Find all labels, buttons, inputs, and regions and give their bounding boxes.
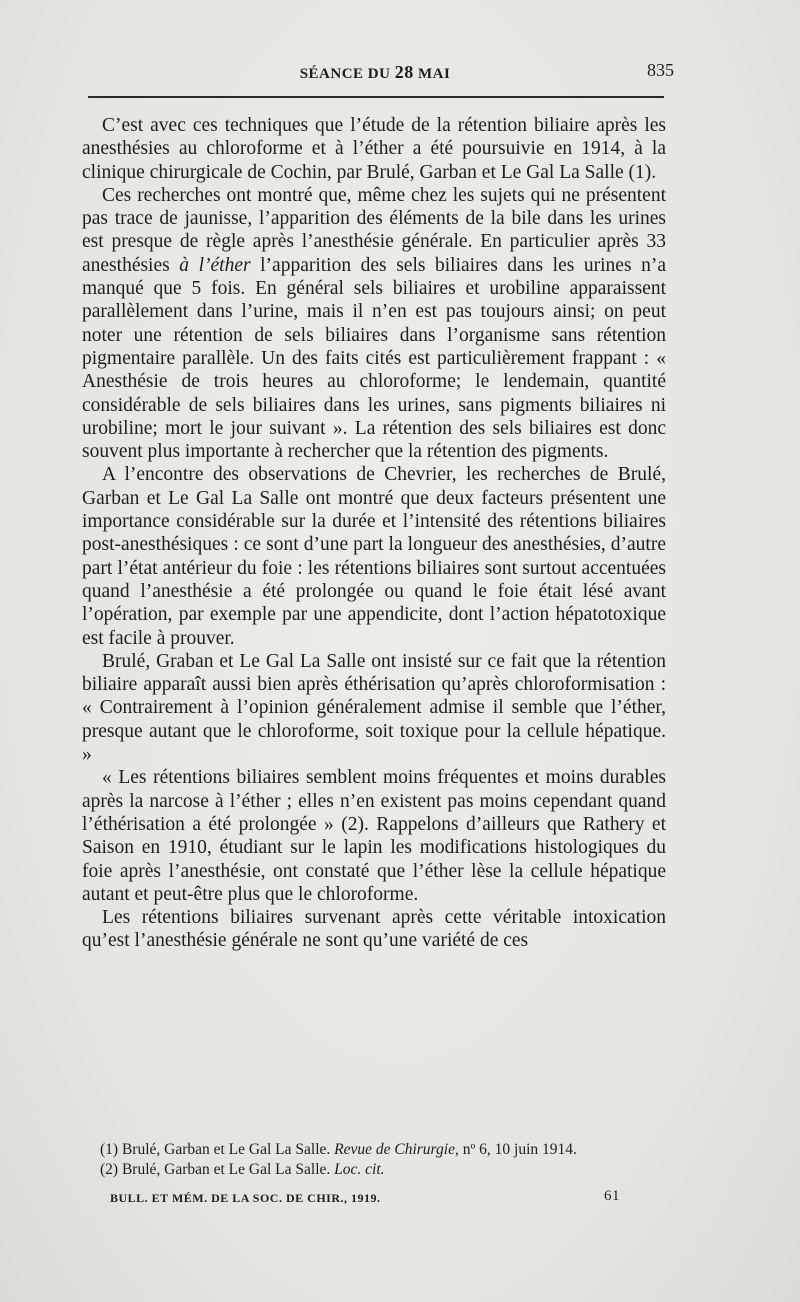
paragraph-2-part-a: Ces recherches ont montré que, même chez les sujets qui ne présentent pas trace de jaunisse, l’apparition des éléments de la bile dans les urines est presque de règle après l’anesthésie générale. En particulier après 33 anesthésies	[82, 184, 666, 276]
paragraph-2-italic: à l’éther	[179, 254, 251, 276]
page-number: 835	[647, 60, 674, 80]
paragraph-2-part-b: l’apparition des sels biliaires dans les urines n’a manqué que 5 fois. En général sels biliaires et urobiline apparaissent parallèlement dans l’urine, mais il n’en est pas toujours ainsi; on peut noter une rétention de sels biliaires dans l’organisme sans rétention pigmentaire parallèle. Un des faits cités est particulièrement frappant : « Anesthésie de trois heures au chloroforme; le lendemain, quantité considérable de sels biliaires dans les urines, sans pigments biliaires ni urobiline; mort le jour suivant ». La rétention des sels biliaires est donc souvent plus importante à rechercher que la rétention des pigments.	[82, 254, 666, 463]
footnote-1-issue: , nº 6, 10 juin 1914.	[454, 1141, 577, 1158]
page-footer	[100, 1188, 620, 1210]
body-text	[82, 114, 666, 953]
footer-journal: BULL. ET MÉM. DE LA SOC. DE CHIR., 1919.	[110, 1191, 381, 1205]
paragraph-4: Brulé, Graban et Le Gal La Salle ont insisté sur ce fait que la rétention biliaire apparaît aussi bien après éthérisation qu’après chloroformisation : « Contrairement à l’opinion généralement admise il semble que l’éther, presque autant que le chloroforme, soit toxique pour la cellule hépatique. »	[82, 650, 666, 766]
running-header	[86, 58, 674, 84]
paragraph-2	[82, 184, 666, 464]
paragraph-5: « Les rétentions biliaires semblent moins fréquentes et moins durables après la narcose à l’éther ; elles n’en existent pas moins cependant quand l’éthérisation a été prolongée » (2). Rappelons d’ailleurs que Rathery et Saison en 1910, étudiant sur le lapin les modifications histologiques du foie après l’anesthésie, ont constaté que l’éther lèse la cellule hépatique autant et peut-être plus que le chloroforme.	[82, 767, 666, 905]
footnote-1	[100, 1140, 668, 1160]
footnote-2-loc-cit: Loc. cit.	[334, 1161, 385, 1178]
footer-signature: 61	[604, 1188, 620, 1204]
header-rule	[88, 96, 664, 98]
paragraph-6: Les rétentions biliaires survenant après cette véritable intoxication qu’est l’anesthésie générale ne sont qu’une variété de ces	[82, 907, 666, 952]
paragraph-3: A l’encontre des observations de Chevrier, les recherches de Brulé, Garban et Le Gal La Salle ont montré que deux facteurs présentent une importance considérable sur la durée et l’intensité des rétentions biliaires post-anesthésiques : ce sont d’une part la longueur des anesthésies, d’autre part l’état antérieur du foie : les rétentions biliaires sont surtout accentuées quand l’anesthésie a été prolongée ou quand le foie était lésé avant l’opération, par exemple par une appendicite, dont l’action hépatotoxique est facile à prouver.	[82, 464, 666, 649]
header-title-day: 28	[394, 62, 414, 82]
paragraph-1: C’est avec ces techniques que l’étude de la rétention biliaire après les anesthésies au chloroforme et à l’éther a été poursuivie en 1914, à la clinique chirurgicale de Cochin, par Brulé, Garban et Le Gal La Salle (1).	[82, 115, 666, 183]
footnote-2	[100, 1160, 668, 1180]
header-title-pre: SÉANCE DU	[299, 66, 395, 82]
footnote-1-journal: Revue de Chirurgie	[334, 1141, 455, 1158]
footnotes	[100, 1140, 668, 1180]
header-title	[86, 62, 664, 83]
header-title-post: MAI	[413, 66, 451, 82]
footnote-1-text: (1) Brulé, Garban et Le Gal La Salle.	[100, 1141, 335, 1158]
footnote-2-text: (2) Brulé, Garban et Le Gal La Salle.	[100, 1161, 335, 1178]
